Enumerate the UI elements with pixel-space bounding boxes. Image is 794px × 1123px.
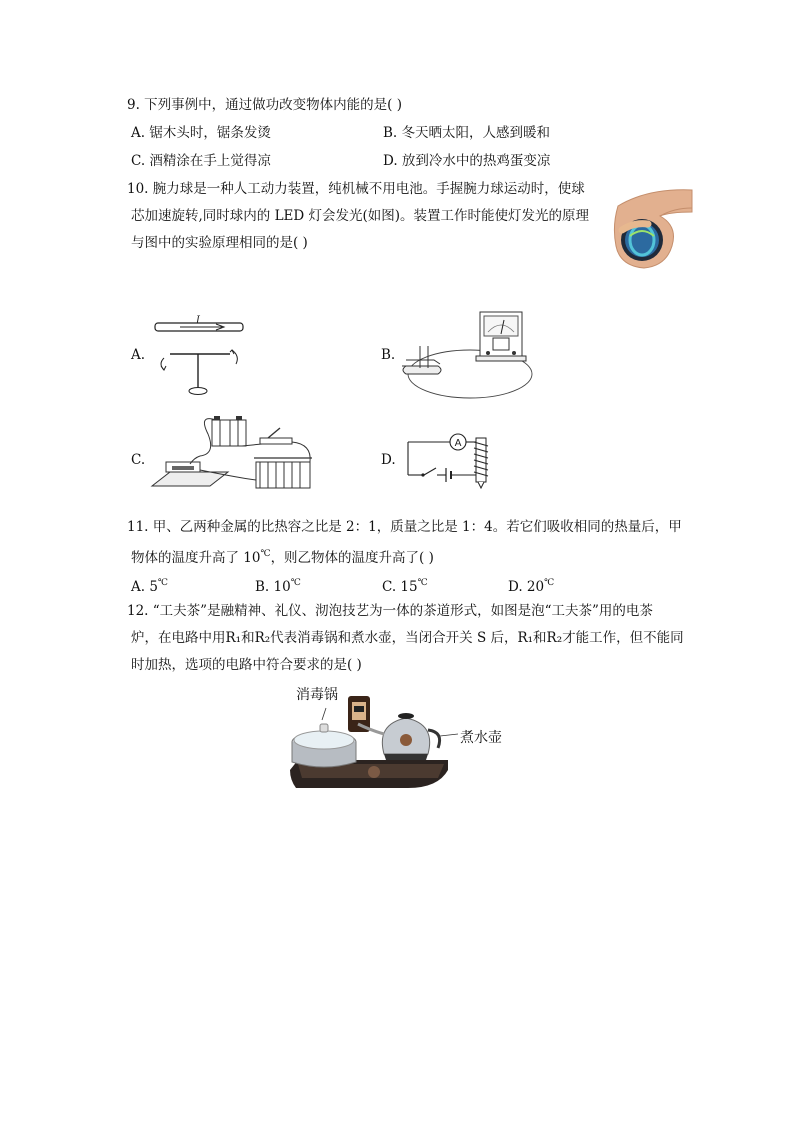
- q11-line-2-unit: ℃: [260, 549, 271, 559]
- q11-line-2-pre: 物体的温度升高了 10: [131, 550, 261, 566]
- q11-line-2-post: ，则乙物体的温度升高了( ): [270, 550, 434, 566]
- tea-stove-photo: [288, 690, 458, 794]
- q11-option-b-unit: ℃: [290, 578, 301, 588]
- figure-d-electromagnet-circuit: [400, 428, 496, 490]
- q12-line-2: 炉，在电路中用R₁和R₂代表消毒锅和煮水壶，当闭合开关 S 后，R₁和R₂才能工作，但不能同: [131, 630, 684, 646]
- caption-kettle: 煮水壶: [460, 730, 502, 746]
- ammeter-symbol: A: [454, 438, 462, 449]
- q11-option-c: [382, 574, 428, 596]
- q11-option-d-value: D. 20: [508, 579, 545, 595]
- q9-option-c: C. 酒精涂在手上觉得凉: [131, 153, 271, 169]
- q10-option-d-label: D.: [381, 452, 396, 468]
- q9-option-a: A. 锯木头时，锯条发烫: [131, 125, 271, 141]
- q10-line-2: 芯加速旋转,同时球内的 LED 灯会发光(如图)。装置工作时能使灯发光的原理: [131, 208, 590, 224]
- q11-option-c-unit: ℃: [417, 578, 428, 588]
- caption-sterilizer-pot: 消毒锅: [296, 687, 338, 703]
- q9-option-b: B. 冬天晒太阳，人感到暖和: [383, 125, 551, 141]
- q11-line-1: 11. 甲、乙两种金属的比热容之比是 2：1，质量之比是 1：4。若它们吸收相同的热量后，甲: [127, 519, 682, 535]
- q10-option-c-label: C.: [131, 452, 146, 468]
- wrist-ball-photo: [608, 186, 692, 272]
- q12-line-3: 时加热，选项的电路中符合要求的是( ): [131, 657, 362, 673]
- figure-c-motor-circuit: [150, 414, 320, 500]
- q10-option-b-label: B.: [381, 347, 396, 363]
- q11-option-d: [508, 574, 554, 596]
- figure-a-oersted-experiment: [150, 312, 250, 400]
- q11-option-d-unit: ℃: [544, 578, 555, 588]
- q10-option-a-label: A.: [131, 347, 146, 363]
- q9-option-d: D. 放到冷水中的热鸡蛋变凉: [383, 153, 551, 169]
- q11-option-b: [255, 574, 301, 596]
- q11-option-a-value: A. 5: [131, 579, 158, 595]
- q11-line-2: [131, 545, 434, 567]
- q9-stem: 9. 下列事例中，通过做功改变物体内能的是( ): [127, 97, 402, 113]
- q11-option-c-value: C. 15: [382, 579, 418, 595]
- q12-line-1: 12. “工夫茶”是融精神、礼仪、沏泡技艺为一体的茶道形式，如图是泡“工夫茶”用的电茶: [127, 603, 653, 619]
- q11-option-b-value: B. 10: [255, 579, 291, 595]
- current-label: I: [196, 315, 200, 326]
- q11-option-a: [131, 574, 168, 596]
- q10-line-1: 10. 腕力球是一种人工动力装置，纯机械不用电池。手握腕力球运动时，使球: [127, 181, 585, 197]
- q10-line-3: 与图中的实验原理相同的是( ): [131, 235, 308, 251]
- q11-option-a-unit: ℃: [157, 578, 168, 588]
- figure-b-induction-galvanometer: [400, 308, 530, 400]
